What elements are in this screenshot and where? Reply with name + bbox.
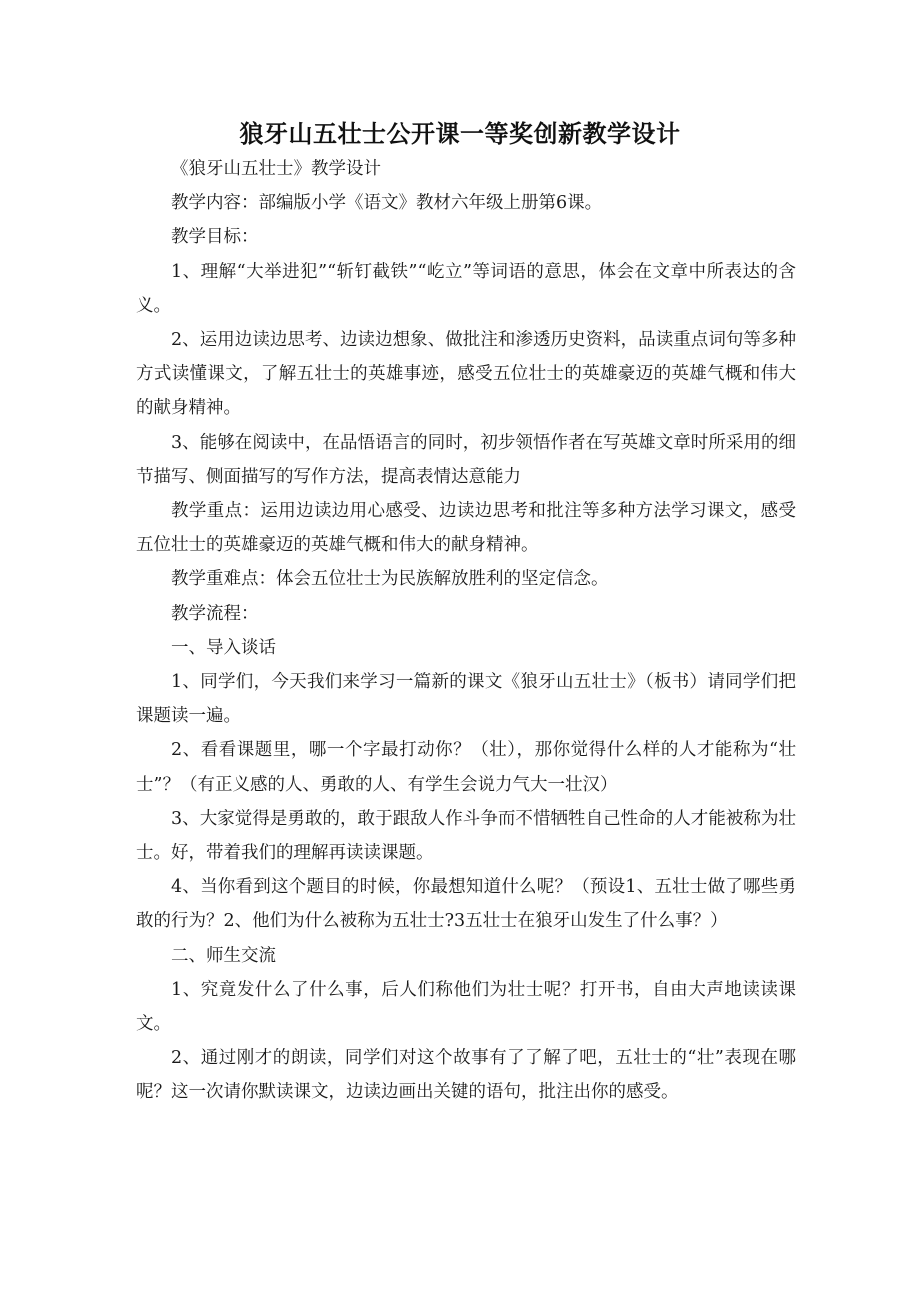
- paragraph-teaching-process-heading: 教学流程：: [171, 603, 259, 624]
- paragraph-section-2-item-1: 1、究竟发什么了什么事，后人们称他们为壮士呢？打开书，自由大声地读读课文。: [136, 979, 796, 1035]
- paragraph-subtitle: 《狼牙山五壮士》教学设计: [171, 159, 381, 179]
- paragraph-teaching-content: 教学内容：部编版小学《语文》教材六年级上册第6课。: [171, 193, 603, 214]
- paragraph-goal-1: 1、理解“大举进犯”“斩钉截铁”“屹立”等词语的意思，体会在文章中所表达的含义。: [136, 261, 796, 316]
- paragraph-section-1-item-3: 3、大家觉得是勇敢的，敢于跟敌人作斗争而不惜牺牲自己性命的人才能被称为壮士。好，带着我们的理解再读读课题。: [136, 808, 796, 864]
- document-title: 狼牙山五壮士公开课一等奖创新教学设计: [239, 120, 681, 148]
- paragraph-teaching-goals-heading: 教学目标：: [171, 227, 259, 248]
- paragraph-teaching-difficulty: 教学重难点：体会五位壮士为民族解放胜利的坚定信念。: [171, 569, 609, 590]
- paragraph-section-2-item-2: 2、通过刚才的朗读，同学们对这个故事有了了解了吧，五壮士的“壮”表现在哪呢？这一次请你默读课文，边读边画出关键的语句，批注出你的感受。: [136, 1048, 796, 1103]
- paragraph-section-1-item-4: 4、当你看到这个题目的时候，你最想知道什么呢？（预设1、五壮士做了哪些勇敢的行为？2、他们为什么被称为五壮士?3五壮士在狼牙山发生了什么事？）: [136, 877, 796, 932]
- paragraph-goal-3: 3、能够在阅读中，在品悟语言的同时，初步领悟作者在写英雄文章时所采用的细节描写、侧面描写的写作方法，提高表情达意能力: [136, 432, 796, 487]
- paragraph-section-2-heading: 二、师生交流: [171, 945, 276, 966]
- document-body: [136, 152, 796, 1110]
- paragraph-section-1-heading: 一、导入谈话: [171, 637, 276, 658]
- paragraph-section-1-item-1: 1、同学们，今天我们来学习一篇新的课文《狼牙山五壮士》（板书）请同学们把课题读一遍。: [136, 672, 796, 727]
- paragraph-teaching-focus: 教学重点：运用边读边用心感受、边读边思考和批注等多种方法学习课文，感受五位壮士的英雄豪迈的英雄气概和伟大的献身精神。: [136, 501, 796, 556]
- paragraph-section-1-item-2: 2、看看课题里，哪一个字最打动你？（壮），那你觉得什么样的人才能称为“壮士”？（有正义感的人、勇敢的人、有学生会说力气大一壮汉）: [136, 740, 796, 795]
- paragraph-goal-2: 2、运用边读边思考、边读边想象、做批注和渗透历史资料，品读重点词句等多种方式读懂课文，了解五壮士的英雄事迹，感受五位壮士的英雄豪迈的英雄气概和伟大的献身精神。: [136, 330, 796, 419]
